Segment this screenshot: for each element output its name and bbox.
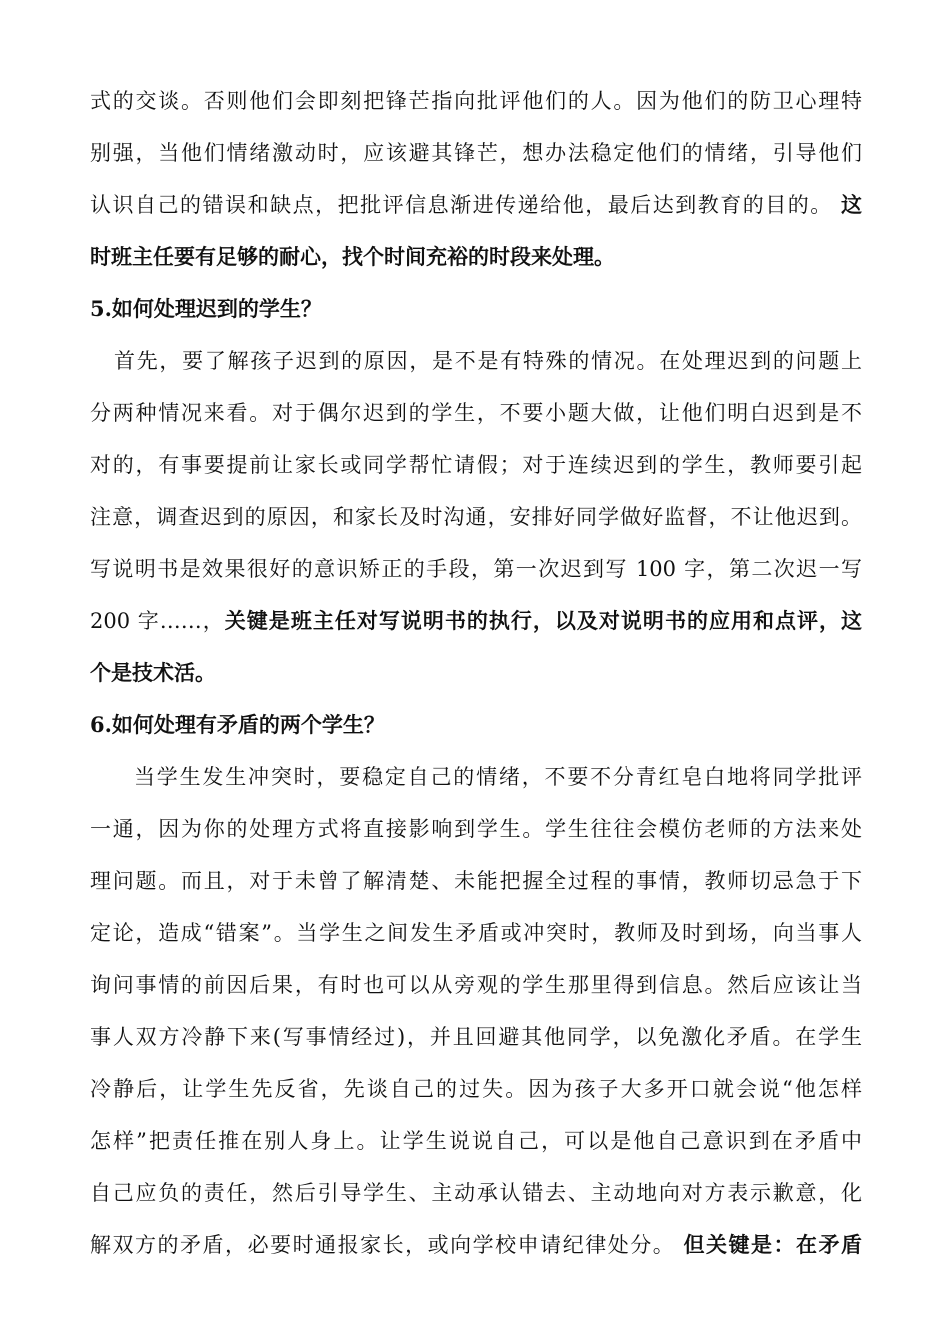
body-text-span: 解双方的矛盾，必要时通报家长，或向学校申请纪律处分。 [90, 1233, 676, 1257]
body-text-line: 理问题。而且，对于未曾了解清楚、未能把握全过程的事情，教师切忌急于下 [90, 869, 862, 893]
body-text-line: 询问事情的前因后果，有时也可以从旁观的学生那里得到信息。然后应该让当 [90, 973, 862, 997]
body-text-span: 认识自己的错误和缺点，把批评信息渐进传递给他，最后达到教育的目的。 [90, 193, 833, 217]
body-text-line [90, 179, 862, 231]
body-text-line: 冷静后，让学生先反省，先谈自己的过失。因为孩子大多开口就会说“他怎样 [90, 1077, 862, 1101]
body-text-line: 一通，因为你的处理方式将直接影响到学生。学生往往会模仿老师的方法来处 [90, 817, 862, 841]
body-text-line: 式的交谈。否则他们会即刻把锋芒指向批评他们的人。因为他们的防卫心理特 [90, 89, 862, 113]
body-text-line: 事人双方冷静下来(写事情经过)，并且回避其他同学，以免激化矛盾。在学生 [90, 1025, 862, 1049]
emphasis-text: 关键是班主任对写说明书的执行，以及对说明书的应用和点评，这 [224, 608, 862, 633]
body-text-line: 注意，调查迟到的原因，和家长及时沟通，安排好同学做好监督，不让他迟到。 [90, 505, 862, 529]
emphasis-text: 但关键是：在矛盾 [683, 1232, 862, 1257]
body-text-line [90, 595, 862, 647]
emphasis-text: 这 [841, 192, 862, 217]
body-text-line: 写说明书是效果很好的意识矫正的手段，第一次迟到写 100 字，第二次迟一写 [90, 557, 862, 581]
body-text-line: 定论，造成“错案”。当学生之间发生矛盾或冲突时，教师及时到场，向当事人 [90, 921, 862, 945]
body-text-line: 怎样”把责任推在别人身上。让学生说说自己，可以是他自己意识到在矛盾中 [90, 1129, 862, 1153]
emphasis-text-line: 时班主任要有足够的耐心，找个时间充裕的时段来处理。 [90, 244, 615, 269]
emphasis-text-line: 个是技术活。 [90, 660, 216, 685]
body-text-line: 首先，要了解孩子迟到的原因，是不是有特殊的情况。在处理迟到的问题上 [114, 349, 862, 373]
section-heading-5: 5.如何处理迟到的学生？ [90, 296, 322, 321]
body-text-line: 分两种情况来看。对于偶尔迟到的学生，不要小题大做，让他们明白迟到是不 [90, 401, 862, 425]
body-text-line: 当学生发生冲突时，要稳定自己的情绪，不要不分青红皂白地将同学批评 [134, 765, 862, 789]
body-text-line: 别强，当他们情绪激动时，应该避其锋芒，想办法稳定他们的情绪，引导他们 [90, 141, 862, 165]
body-text-line: 对的，有事要提前让家长或同学帮忙请假；对于连续迟到的学生，教师要引起 [90, 453, 862, 477]
section-heading-6: 6.如何处理有矛盾的两个学生？ [90, 712, 385, 737]
body-text-span: 200 字……， [90, 609, 225, 633]
body-text-line [90, 1219, 862, 1271]
body-text-line: 自己应负的责任，然后引导学生、主动承认错去、主动地向对方表示歉意，化 [90, 1181, 862, 1205]
